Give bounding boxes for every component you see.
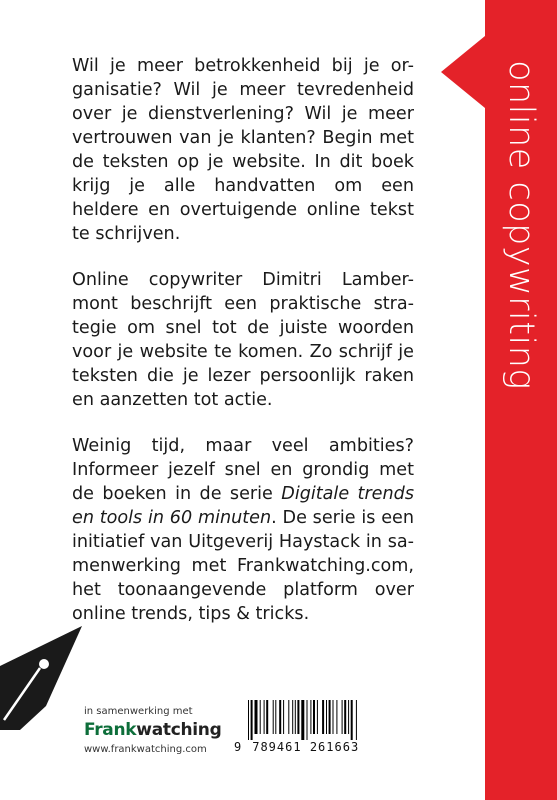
barcode-bar <box>348 700 349 734</box>
partner-url: www.frankwatching.com <box>84 744 207 755</box>
barcode-bar <box>329 700 331 734</box>
blurb-paragraph-2: Online copywriter Dimitri Lamber-mont beschrijft een praktische stra-tegie om snel tot de juiste woorden voor je website te komen. Zo schrijf je teksten die je lezer persoonlijk raken en aanzetten tot actie. <box>72 270 414 410</box>
barcode-bar <box>317 700 318 734</box>
red-flag-marker <box>441 36 485 108</box>
barcode-bar <box>248 700 249 740</box>
barcode-bar <box>283 700 284 734</box>
barcode-bar <box>288 700 289 734</box>
blurb-p3-before: Weinig tijd, maar veel ambities? Informeer jezelf snel en grondig met de boeken in de serie <box>72 436 414 504</box>
barcode-bar <box>266 700 268 734</box>
isbn-number <box>234 740 415 754</box>
barcode-bar <box>260 700 261 734</box>
series-title: Digitale trends en tools in 60 minuten <box>72 484 414 528</box>
barcode-bar <box>342 700 343 734</box>
barcode-bar <box>292 700 293 734</box>
barcode-bar <box>326 700 327 734</box>
pen-nib-icon <box>0 626 84 730</box>
barcode-bar <box>336 700 337 734</box>
isbn-group-1: 789461 <box>252 740 302 754</box>
barcode-bar <box>297 700 299 734</box>
frankwatching-logo <box>84 720 244 740</box>
barcode-bar <box>333 700 334 734</box>
logo-frank: Frank <box>84 720 137 740</box>
partner-block <box>84 706 244 755</box>
barcode-bar <box>356 700 357 740</box>
isbn-group-2: 261663 <box>309 740 360 754</box>
barcode-bar <box>301 700 304 740</box>
spine-title: online copywriting <box>501 60 541 390</box>
barcode-bar <box>344 700 346 734</box>
barcode-bar <box>275 700 276 734</box>
barcode-bars <box>234 698 415 740</box>
blurb-p3-after: . De serie is een initiatief van Uitgeverij Haystack in sa-menwerking met Frankwatching.com, het toonaangevende platform over online trends, tips & tricks. <box>72 508 414 624</box>
barcode-bar <box>279 700 281 734</box>
logo-watching: watching <box>136 720 222 740</box>
barcode-bar <box>251 700 253 740</box>
barcode-bar <box>307 700 308 740</box>
barcode-bar <box>351 700 353 740</box>
barcode-bar <box>313 700 315 734</box>
blurb-paragraph-3 <box>72 434 414 626</box>
barcode-bar <box>273 700 274 734</box>
barcode-bar <box>255 700 258 734</box>
partner-label: in samenwerking met <box>84 706 193 717</box>
barcode-bar <box>322 700 324 734</box>
barcode-bar <box>264 700 265 734</box>
barcode-bar <box>295 700 296 734</box>
blurb-paragraph-1: Wil je meer betrokkenheid bij je or-ganisatie? Wil je meer tevredenheid over je dienstverlening? Wil je meer vertrouwen van je klanten? Begin met de teksten op je website. In dit boek krijg je alle handvatten om een heldere en overtuigende online tekst te schrijven. <box>72 56 414 244</box>
barcode-bar <box>310 700 311 734</box>
isbn-first-digit: 9 <box>234 740 243 754</box>
back-cover-blurb <box>72 54 414 648</box>
